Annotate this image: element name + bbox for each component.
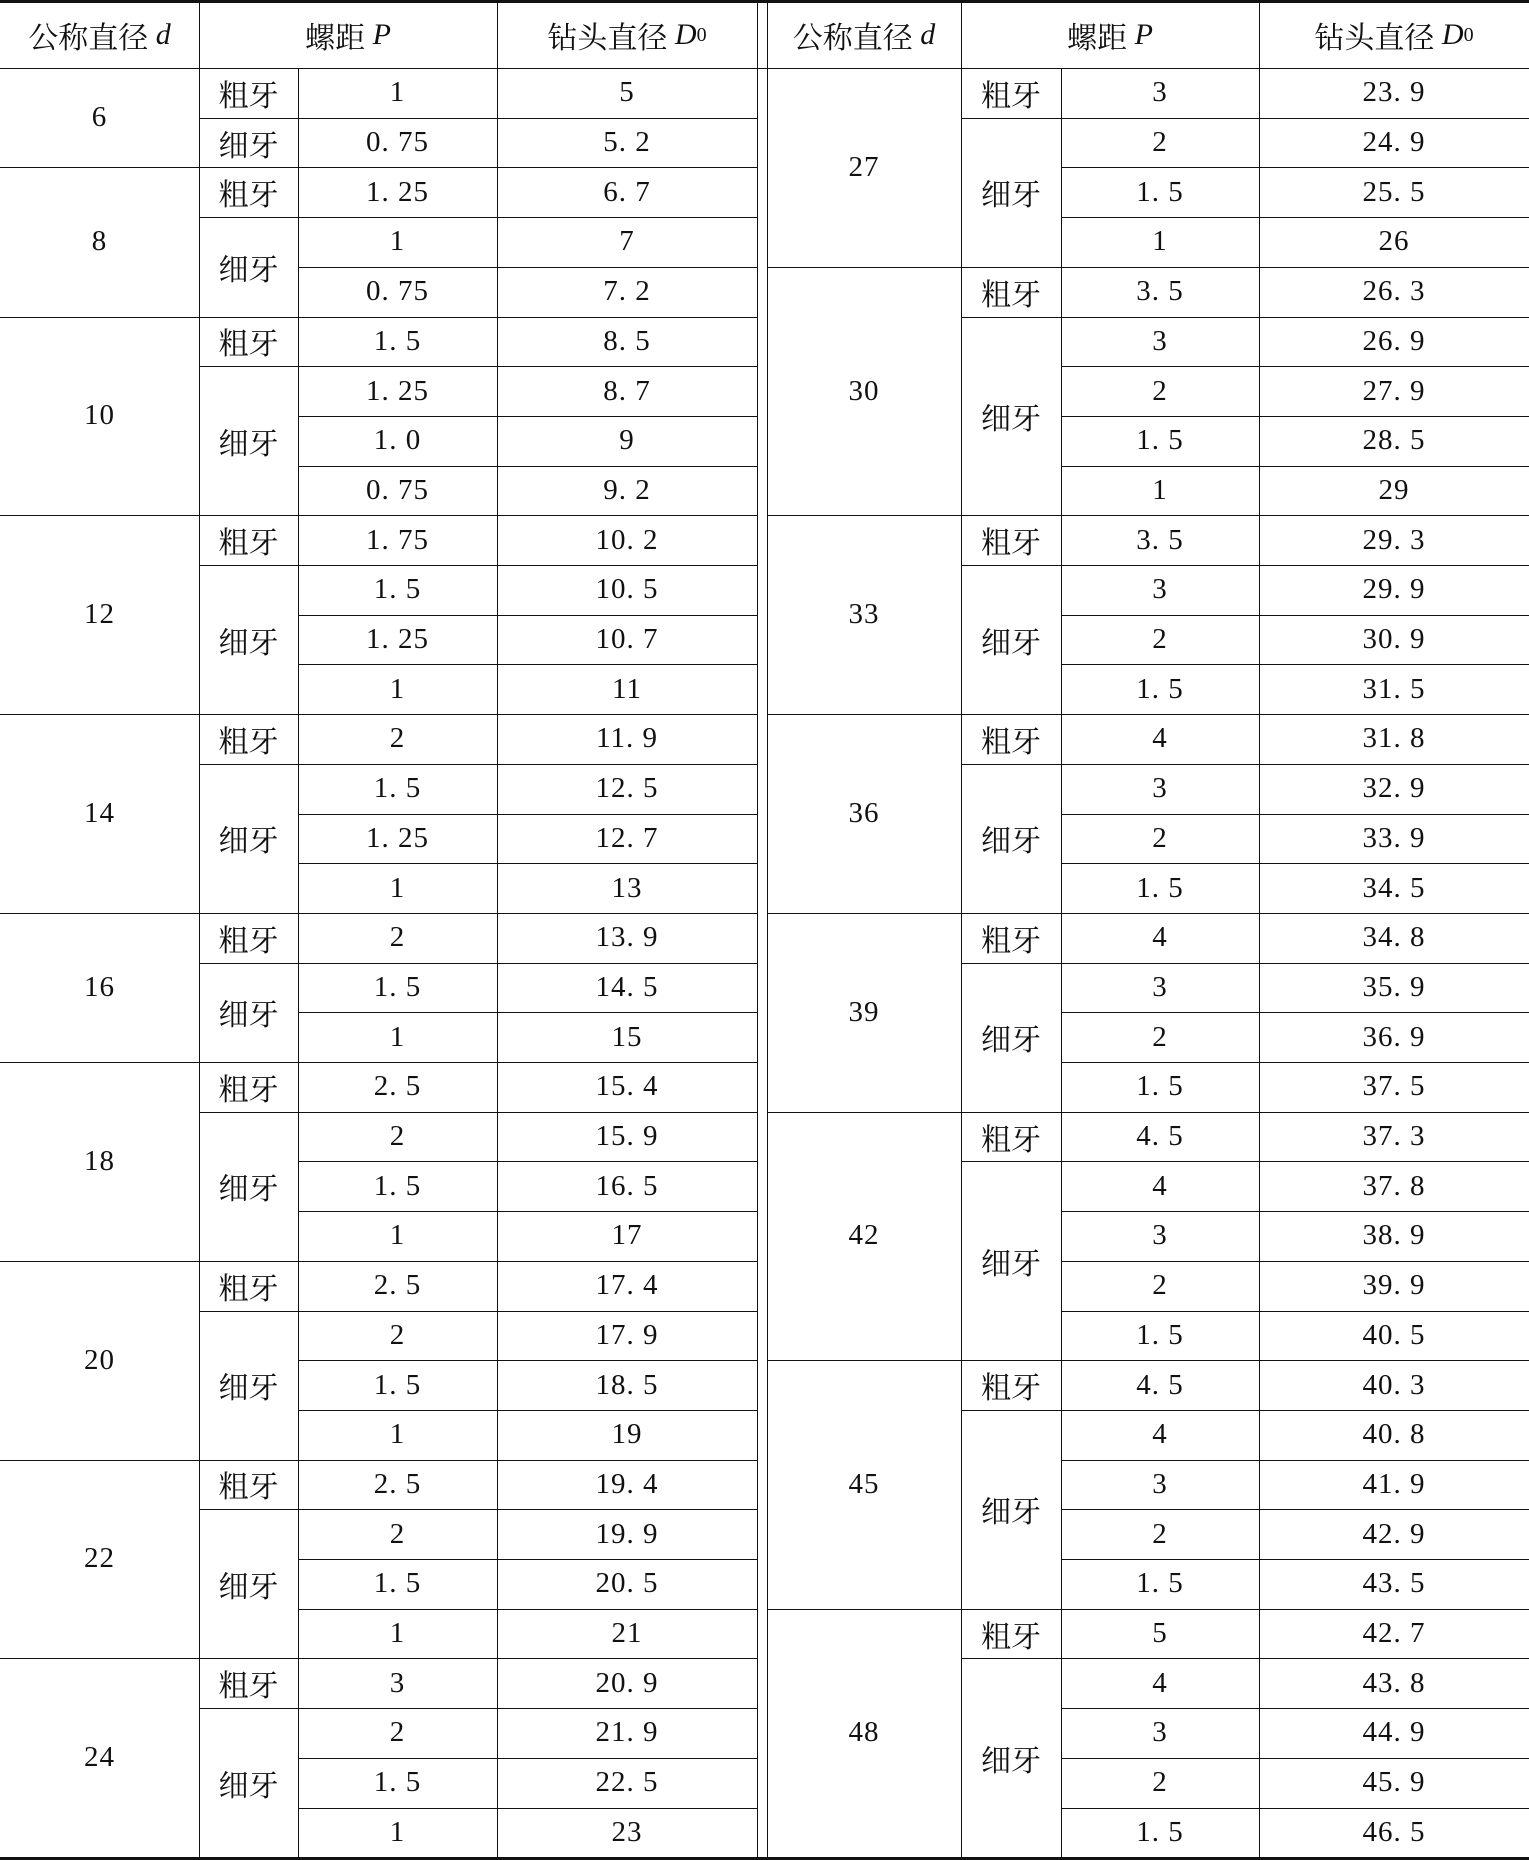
left-pitch-cell: 1. 5 [373, 1567, 422, 1600]
right-thread-type-coarse: 粗牙 [981, 78, 1041, 114]
right-thread-type-fine: 细牙 [981, 178, 1041, 214]
right-nominal-diameter-45: 45 [848, 1467, 880, 1500]
left-drill-diameter-cell: 9. 2 [603, 473, 651, 506]
left-pitch-cell: 1. 5 [373, 970, 422, 1003]
left-type-rule [298, 68, 299, 1857]
left-drill-diameter-cell: 6. 7 [603, 175, 651, 208]
right-drill-diameter-cell: 24. 9 [1362, 126, 1426, 159]
left-thread-type-coarse: 粗牙 [218, 724, 279, 760]
left-drill-diameter-cell: 10. 7 [595, 623, 659, 656]
right-nominal-diameter-30: 30 [848, 374, 880, 407]
left-pitch-cell: 1 [389, 672, 406, 705]
left-header-drill-diameter-subscript: 0 [696, 23, 707, 46]
left-pitch-cell: 1 [389, 1815, 406, 1848]
left-header-drill-diameter-symbol: D [674, 18, 697, 51]
left-drill-diameter-cell: 20. 5 [595, 1567, 659, 1600]
left-thread-type-fine: 细牙 [218, 1172, 279, 1208]
right-nominal-diameter-36: 36 [848, 796, 880, 829]
right-drill-diameter-cell: 38. 9 [1362, 1219, 1426, 1252]
right-thread-type-coarse: 粗牙 [981, 277, 1041, 313]
left-drill-diameter-cell: 20. 9 [595, 1666, 659, 1699]
left-pitch-cell: 1. 0 [373, 424, 422, 457]
right-drill-diameter-cell: 26. 3 [1362, 275, 1426, 308]
left-drill-diameter-cell: 15. 9 [595, 1120, 659, 1153]
left-pitch-cell: 2 [389, 1716, 406, 1749]
right-header-pitch-text: 螺距 [1067, 21, 1128, 56]
left-pitch-cell: 2 [389, 1517, 406, 1550]
right-drill-diameter-cell: 43. 8 [1362, 1666, 1426, 1699]
right-drill-diameter-cell: 31. 8 [1362, 722, 1426, 755]
left-header-nominal-diameter-symbol: d [155, 18, 171, 51]
left-drill-diameter-cell: 7 [619, 225, 635, 258]
right-drill-diameter-cell: 43. 5 [1362, 1567, 1426, 1600]
right-pitch-cell: 1. 5 [1136, 672, 1184, 705]
right-drill-diameter-cell: 45. 9 [1362, 1766, 1426, 1799]
right-pitch-cell: 3 [1152, 1219, 1168, 1252]
left-thread-type-coarse: 粗牙 [218, 526, 279, 562]
left-drill-diameter-cell: 10. 2 [595, 523, 659, 556]
right-thread-type-coarse: 粗牙 [981, 526, 1041, 562]
right-drill-diameter-cell: 37. 5 [1362, 1070, 1426, 1103]
right-pitch-cell: 4 [1152, 1666, 1168, 1699]
left-thread-type-fine: 细牙 [218, 625, 279, 661]
left-drill-diameter-cell: 10. 5 [595, 573, 659, 606]
left-drill-diameter-cell: 5. 2 [603, 126, 651, 159]
right-header-nominal-diameter-symbol: d [920, 18, 936, 51]
right-pitch-cell: 4 [1152, 722, 1168, 755]
right-drill-diameter-cell: 34. 5 [1362, 871, 1426, 904]
right-thread-type-fine: 细牙 [981, 1743, 1041, 1779]
right-drill-diameter-cell: 26. 9 [1362, 324, 1426, 357]
right-drill-diameter-cell: 37. 3 [1362, 1120, 1426, 1153]
right-header-drill-diameter [1259, 2, 1529, 68]
left-pitch-cell: 1 [389, 1418, 406, 1451]
left-pitch-cell: 2. 5 [373, 1467, 422, 1500]
right-pitch-cell: 3 [1152, 970, 1168, 1003]
right-pitch-cell: 3 [1152, 1467, 1168, 1500]
left-pitch-cell: 1. 5 [373, 573, 422, 606]
right-pitch-cell: 2 [1152, 1517, 1168, 1550]
right-drill-diameter-cell: 44. 9 [1362, 1716, 1426, 1749]
right-thread-type-coarse: 粗牙 [981, 1371, 1041, 1407]
right-header-pitch-gap [1127, 18, 1135, 52]
left-pitch-cell: 2. 5 [373, 1070, 422, 1103]
right-thread-type-fine: 细牙 [981, 824, 1041, 860]
left-drill-diameter-cell: 8. 5 [603, 324, 651, 357]
right-drill-diameter-cell: 41. 9 [1362, 1467, 1426, 1500]
right-pitch-cell: 3 [1152, 1716, 1168, 1749]
right-drill-diameter-cell: 32. 9 [1362, 772, 1426, 805]
right-pitch-cell: 4 [1152, 921, 1168, 954]
right-drill-diameter-cell: 37. 8 [1362, 1169, 1426, 1202]
left-pitch-cell: 1. 5 [373, 1766, 422, 1799]
right-pitch-cell: 1. 5 [1136, 871, 1184, 904]
right-pitch-cell: 3 [1152, 324, 1168, 357]
right-pitch-cell: 3 [1152, 772, 1168, 805]
left-drill-diameter-cell: 17. 9 [595, 1318, 659, 1351]
right-header-drill-diameter-subscript: 0 [1463, 23, 1474, 46]
right-type-rule [1061, 68, 1062, 1857]
right-drill-diameter-cell: 29 [1378, 473, 1410, 506]
right-pitch-cell: 1. 5 [1136, 1815, 1184, 1848]
right-drill-diameter-cell: 46. 5 [1362, 1815, 1426, 1848]
left-header-pitch-symbol: P [372, 18, 391, 51]
left-drill-diameter-cell: 12. 5 [595, 772, 659, 805]
right-drill-diameter-cell: 40. 5 [1362, 1318, 1426, 1351]
right-drill-diameter-cell: 35. 9 [1362, 970, 1426, 1003]
left-nominal-diameter-8: 8 [91, 225, 108, 258]
right-nominal-diameter-48: 48 [848, 1716, 880, 1749]
left-drill-diameter-cell: 17 [611, 1219, 643, 1252]
right-drill-diameter-cell: 28. 5 [1362, 424, 1426, 457]
right-drill-diameter-cell: 33. 9 [1362, 821, 1426, 854]
left-header-drill-diameter-gap [667, 18, 675, 52]
left-pitch-cell: 3 [389, 1666, 406, 1699]
right-pitch-cell: 3. 5 [1136, 523, 1184, 556]
right-pitch-cell: 1. 5 [1136, 424, 1184, 457]
left-pitch-cell: 1. 5 [373, 1368, 422, 1401]
left-drill-diameter-cell: 18. 5 [595, 1368, 659, 1401]
left-col-rule-2 [757, 2, 758, 1857]
left-drill-diameter-cell: 19. 4 [595, 1467, 659, 1500]
left-thread-type-fine: 细牙 [218, 252, 279, 288]
left-pitch-cell: 1. 5 [373, 324, 422, 357]
right-drill-diameter-cell: 25. 5 [1362, 175, 1426, 208]
left-nominal-diameter-12: 12 [84, 598, 115, 631]
left-drill-diameter-cell: 5 [619, 76, 635, 109]
right-pitch-cell: 4. 5 [1136, 1368, 1184, 1401]
left-header-nominal-diameter-gap [148, 18, 156, 52]
right-thread-type-coarse: 粗牙 [981, 1122, 1041, 1158]
left-pitch-cell: 0. 75 [366, 275, 429, 308]
right-pitch-cell: 1. 5 [1136, 175, 1184, 208]
left-pitch-cell: 0. 75 [366, 473, 429, 506]
right-thread-type-coarse: 粗牙 [981, 923, 1041, 959]
right-header-nominal-diameter-text: 公称直径 [792, 21, 913, 56]
left-nominal-diameter-10: 10 [84, 399, 115, 432]
left-drill-diameter-cell: 17. 4 [595, 1269, 659, 1302]
right-header-drill-diameter-symbol: D [1441, 18, 1464, 51]
right-pitch-cell: 1. 5 [1136, 1318, 1184, 1351]
left-pitch-cell: 2. 5 [373, 1269, 422, 1302]
right-header-drill-diameter-text: 钻头直径 [1314, 21, 1435, 56]
left-pitch-cell: 1. 25 [366, 374, 429, 407]
left-pitch-cell: 1 [389, 1020, 406, 1053]
right-header-pitch [961, 2, 1259, 68]
right-drill-diameter-cell: 26 [1378, 225, 1410, 258]
left-drill-diameter-cell: 12. 7 [595, 821, 659, 854]
left-nominal-diameter-18: 18 [84, 1144, 115, 1177]
left-drill-diameter-cell: 23 [611, 1815, 643, 1848]
left-pitch-cell: 1 [389, 76, 406, 109]
left-pitch-cell: 1. 25 [366, 175, 429, 208]
left-header-pitch [199, 2, 497, 68]
left-drill-diameter-cell: 7. 2 [603, 275, 651, 308]
right-drill-diameter-cell: 36. 9 [1362, 1020, 1426, 1053]
right-thread-type-fine: 细牙 [981, 1246, 1041, 1282]
left-header-drill-diameter-text: 钻头直径 [547, 21, 668, 56]
right-drill-diameter-cell: 27. 9 [1362, 374, 1426, 407]
left-thread-type-fine: 细牙 [218, 128, 279, 164]
left-header-drill-diameter [497, 2, 757, 68]
right-pitch-cell: 2 [1152, 374, 1168, 407]
left-pitch-cell: 2 [389, 1120, 406, 1153]
left-drill-diameter-cell: 15 [611, 1020, 643, 1053]
left-header-nominal-diameter-text: 公称直径 [28, 21, 149, 56]
left-pitch-cell: 2 [389, 1318, 406, 1351]
right-pitch-cell: 2 [1152, 623, 1168, 656]
right-pitch-cell: 3. 5 [1136, 275, 1184, 308]
right-header-nominal-diameter [767, 2, 961, 68]
left-header-pitch-gap [365, 18, 373, 52]
left-pitch-cell: 2 [389, 722, 406, 755]
left-pitch-cell: 1 [389, 225, 406, 258]
right-pitch-cell: 2 [1152, 1269, 1168, 1302]
right-drill-diameter-cell: 40. 3 [1362, 1368, 1426, 1401]
left-pitch-cell: 1. 25 [366, 623, 429, 656]
left-nominal-diameter-20: 20 [84, 1343, 115, 1376]
right-pitch-cell: 2 [1152, 1020, 1168, 1053]
left-nominal-diameter-6: 6 [91, 101, 108, 134]
left-thread-type-fine: 细牙 [218, 824, 279, 860]
right-drill-diameter-cell: 31. 5 [1362, 672, 1426, 705]
left-thread-type-coarse: 粗牙 [218, 923, 279, 959]
right-pitch-cell: 2 [1152, 126, 1168, 159]
left-thread-type-fine: 细牙 [218, 1371, 279, 1407]
right-thread-type-coarse: 粗牙 [981, 724, 1041, 760]
left-thread-type-coarse: 粗牙 [218, 1271, 279, 1307]
left-thread-type-coarse: 粗牙 [218, 178, 279, 214]
right-thread-type-fine: 细牙 [981, 1495, 1041, 1531]
left-thread-type-coarse: 粗牙 [218, 1470, 279, 1506]
left-drill-diameter-cell: 14. 5 [595, 970, 659, 1003]
right-drill-diameter-cell: 29. 9 [1362, 573, 1426, 606]
right-pitch-cell: 1. 5 [1136, 1070, 1184, 1103]
left-drill-diameter-cell: 15. 4 [595, 1070, 659, 1103]
right-pitch-cell: 4 [1152, 1169, 1168, 1202]
right-drill-diameter-cell: 23. 9 [1362, 76, 1426, 109]
left-drill-diameter-cell: 8. 7 [603, 374, 651, 407]
left-pitch-cell: 1. 75 [366, 523, 429, 556]
right-thread-type-fine: 细牙 [981, 401, 1041, 437]
right-pitch-cell: 1 [1152, 225, 1168, 258]
left-pitch-cell: 1 [389, 871, 406, 904]
right-header-pitch-symbol: P [1134, 18, 1153, 51]
right-drill-diameter-cell: 29. 3 [1362, 523, 1426, 556]
right-pitch-cell: 3 [1152, 573, 1168, 606]
left-nominal-diameter-22: 22 [84, 1542, 115, 1575]
left-drill-diameter-cell: 9 [619, 424, 635, 457]
left-drill-diameter-cell: 22. 5 [595, 1766, 659, 1799]
right-drill-diameter-cell: 39. 9 [1362, 1269, 1426, 1302]
right-drill-diameter-cell: 42. 9 [1362, 1517, 1426, 1550]
right-pitch-cell: 5 [1152, 1617, 1168, 1650]
left-drill-diameter-cell: 13. 9 [595, 921, 659, 954]
left-drill-diameter-cell: 16. 5 [595, 1169, 659, 1202]
left-thread-type-fine: 细牙 [218, 1569, 279, 1605]
left-thread-type-coarse: 粗牙 [218, 1669, 279, 1705]
right-nominal-diameter-42: 42 [848, 1219, 880, 1252]
left-pitch-cell: 1. 25 [366, 821, 429, 854]
left-pitch-cell: 1 [389, 1219, 406, 1252]
right-pitch-cell: 1 [1152, 473, 1168, 506]
right-pitch-cell: 2 [1152, 821, 1168, 854]
right-thread-type-coarse: 粗牙 [981, 1619, 1041, 1655]
left-drill-diameter-cell: 19. 9 [595, 1517, 659, 1550]
right-thread-type-fine: 细牙 [981, 1023, 1041, 1059]
right-drill-diameter-cell: 42. 7 [1362, 1617, 1426, 1650]
right-pitch-cell: 1. 5 [1136, 1567, 1184, 1600]
right-nominal-diameter-27: 27 [848, 150, 880, 183]
left-pitch-cell: 0. 75 [366, 126, 429, 159]
right-pitch-cell: 2 [1152, 1766, 1168, 1799]
left-thread-type-fine: 细牙 [218, 1768, 279, 1804]
left-drill-diameter-cell: 21. 9 [595, 1716, 659, 1749]
right-pitch-cell: 4. 5 [1136, 1120, 1184, 1153]
right-thread-type-fine: 细牙 [981, 625, 1041, 661]
left-pitch-cell: 1. 5 [373, 1169, 422, 1202]
left-drill-diameter-cell: 11. 9 [596, 722, 658, 755]
left-nominal-diameter-24: 24 [84, 1741, 115, 1774]
left-pitch-cell: 2 [389, 921, 406, 954]
right-pitch-cell: 3 [1152, 76, 1168, 109]
left-drill-diameter-cell: 19 [611, 1418, 643, 1451]
right-header-drill-diameter-gap [1434, 18, 1442, 52]
left-header-pitch-text: 螺距 [305, 21, 366, 56]
right-nominal-diameter-39: 39 [848, 995, 880, 1028]
left-pitch-cell: 1 [389, 1617, 406, 1650]
left-header-nominal-diameter [0, 2, 199, 68]
right-pitch-cell: 4 [1152, 1418, 1168, 1451]
left-thread-type-coarse: 粗牙 [218, 78, 279, 114]
left-thread-type-fine: 细牙 [218, 426, 279, 462]
left-drill-diameter-cell: 21 [611, 1617, 643, 1650]
left-drill-diameter-cell: 11 [612, 672, 642, 705]
left-nominal-diameter-16: 16 [84, 970, 115, 1003]
left-nominal-diameter-14: 14 [84, 796, 115, 829]
left-thread-type-fine: 细牙 [218, 998, 279, 1034]
left-thread-type-coarse: 粗牙 [218, 327, 279, 363]
right-drill-diameter-cell: 40. 8 [1362, 1418, 1426, 1451]
left-thread-type-coarse: 粗牙 [218, 1072, 279, 1108]
right-nominal-diameter-33: 33 [848, 598, 880, 631]
left-pitch-cell: 1. 5 [373, 772, 422, 805]
left-drill-diameter-cell: 13 [611, 871, 643, 904]
right-drill-diameter-cell: 34. 8 [1362, 921, 1426, 954]
right-header-nominal-diameter-gap [913, 18, 921, 52]
right-drill-diameter-cell: 30. 9 [1362, 623, 1426, 656]
